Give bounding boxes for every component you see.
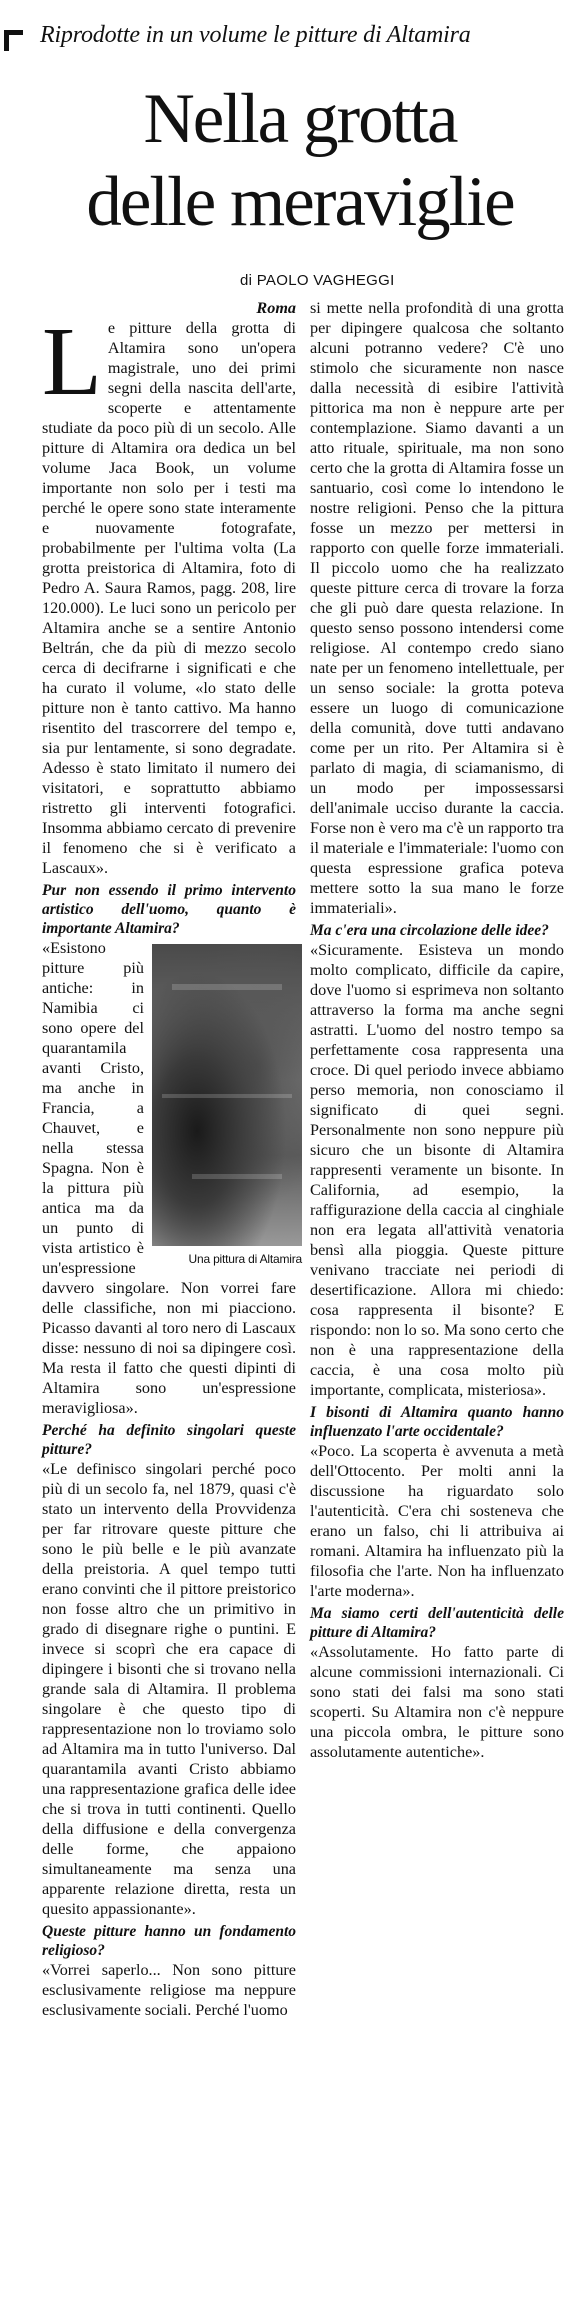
article-column-1 [42, 298, 302, 2020]
interview-question: I bisonti di Altamira quanto hanno influenzato l'arte occidentale? [310, 1404, 564, 1440]
paragraph: «Le definisco singolari perché poco più di un secolo fa, nel 1879, quasi c'è stato un intervento della Provvidenza per far ritrovare queste pitture che sono le più belle e le più avanzate della preistoria. A quel tempo tutti erano convinti che il pittore preistorico non fosse altro che un primitivo in grado di disegnare righe o puntini. E invece si scoprì che era capace di dipingere i bisonti che si trovano nella grande sala di Altamira. Il problema singolare è che questo tipo di rappresentazione non lo troviamo solo ad Altamira ma in tutto l'universo. Dal quarantamila avanti Cristo abbiamo una rappresentazione grafica delle idee che si trova in tutti continenti. Quello della diffusione e della convergenza delle forme, che appaiono simultaneamente ma senza una apparente relazione diretta, resta un quesito appassionante». [42, 1460, 296, 1918]
paragraph: «Esistono pitture più antiche: in Namibia ci sono opere del quarantamila avanti Cristo, ma anche in Francia, a Chauvet, e nella stessa Spagna. Non è la pittura più antica ma da un punto di vista artistico è un'espressione davvero singolare. Non vorrei fare delle classifiche, non mi piacciono. Picasso davanti al toro nero di Lascaux disse: nessuno di noi sa dipingere così. Ma resta il fatto che questi dipinti di Altamira sono un'espressione meravigliosa». [42, 939, 296, 1417]
cave-painting-photo [152, 944, 302, 1246]
interview-question: Perché ha definito singolari queste pitture? [42, 1422, 296, 1458]
photo-block [152, 944, 302, 1269]
corner-mark [4, 30, 23, 51]
kicker: Riprodotte in un volume le pitture di Altamira [40, 22, 471, 48]
article-column-2 [310, 298, 564, 1762]
paragraph: «Vorrei saperlo... Non sono pitture esclusivamente religiose ma neppure esclusivamente sociali. Perché l'uomo [42, 1961, 296, 2019]
headline-line-1: Nella grotta [143, 80, 457, 158]
interview-question: Ma c'era una circolazione delle idee? [310, 922, 549, 939]
paragraph: si mette nella profondità di una grotta per dipingere qualcosa che soltanto alcuni potranno vedere? C'è uno stimolo che sicuramente non nasce dalla necessità di esibire l'attività pittorica ma non è neppure arte per contemplazione. Siamo davanti a un atto rituale, spirituale, ma non sono certo che la grotta di Altamira fosse un santuario, così come lo intendono le nostre religioni. Penso che la pittura fosse un mezzo per mettersi in rapporto con quelle forze immateriali. Il piccolo uomo che ha realizzato queste pitture cerca di trovare la forza che gli può dare questa relazione. In questo senso possono intendersi come religiose. Al contempo credo siano nate per un fenomeno intellettuale, per un senso sociale: la grotta poteva essere un luogo di comunicazione della comunità, dove tutti andavano come per un rito. Per Altamira si è parlato di magia, di sciamanismo, di un modo per impossessarsi dell'animale ucciso durante la caccia. Forse non è vero ma c'è un rapporto tra il materiale e l'immateriale: l'uomo con questa espressione grafica poteva mettere sotto la sua mano le forze immateriali». [310, 299, 564, 917]
paragraph: «Sicuramente. Esisteva un mondo molto complicato, difficile da capire, dove l'uomo si esprimeva non soltanto attraverso la forma ma anche segni astratti. L'uomo del nostro tempo sa perfettamente cosa rappresenta una croce. Di quel periodo invece abbiamo perso memoria, non conosciamo il significato di quei segni. Personalmente non sono neppure più sicuro che un bisonte di Altamira rappresenti veramente un bisonte. In California, ad esempio, la raffigurazione della caccia al cinghiale non era legata all'attività venatoria bensì alla pioggia. Queste pitture venivano tracciate nei periodi di desertificazione. Allora mi chiedo: cosa rappresenta il bisonte? E rispondo: non lo so. Ma sono certo che non è una rappresentazione della caccia, è una cosa molto più importante, complicata, misteriosa». [310, 941, 564, 1399]
drop-cap: L [42, 308, 102, 416]
paragraph: «Poco. La scoperta è avvenuta a metà dell'Ottocento. Per molti anni la discussione ha riguardato solo l'autenticità. C'era chi sosteneva che erano un falso, chi li attribuiva ai romani. Altamira ha influenzato più la filosofia che l'arte. Non ha influenzato l'arte moderna». [310, 1442, 564, 1600]
dateline: Roma [256, 299, 296, 317]
headline-line-2: delle meraviglie [86, 163, 514, 241]
paragraph: e pitture della grotta di Altamira sono un'opera magistrale, uno dei primi segni della nascita dell'arte, scoperte e attentamente studiate da poco più di un secolo. Alle pitture di Altamira ora dedica un bel volume Jaca Book, un volume importante non solo per i testi ma perché le opere sono state interamente e nuovamente fotografate, probabilmente per l'ultima volta (La grotta preistorica di Altamira, foto di Pedro A. Saura Ramos, pagg. 208, lire 120.000). Le luci sono un pericolo per Altamira anche se a sentire Antonio Beltrán, che da più di mezzo secolo cerca di decifrarne i significati e che ha curato il volume, «lo stato delle pitture non è tanto cattivo. Ma hanno risentito del trascorrere del tempo e, sia pur lentamente, si sono degradate. Adesso è stato limitato il numero dei visitatori, e soprattutto abbiamo ristretto gli interventi fotografici. Insomma abbiamo cercato di prevenire il fenomeno che si è verificato a Lascaux». [42, 319, 296, 877]
interview-question: Pur non essendo il primo intervento artistico dell'uomo, quanto è importante Altamira? [42, 882, 296, 937]
paragraph: «Assolutamente. Ho fatto parte di alcune commissioni internazionali. Ci sono stati dei falsi ma sono stati scoperti. Su Altamira non c'è neppure una piccola ombra, le pitture sono assolutamente autentiche». [310, 1643, 564, 1761]
interview-question: Ma siamo certi dell'autenticità delle pitture di Altamira? [310, 1605, 564, 1641]
byline: di PAOLO VAGHEGGI [240, 272, 395, 289]
photo-caption: Una pittura di Altamira [188, 1252, 302, 1266]
interview-question: Queste pitture hanno un fondamento religioso? [42, 1923, 296, 1959]
